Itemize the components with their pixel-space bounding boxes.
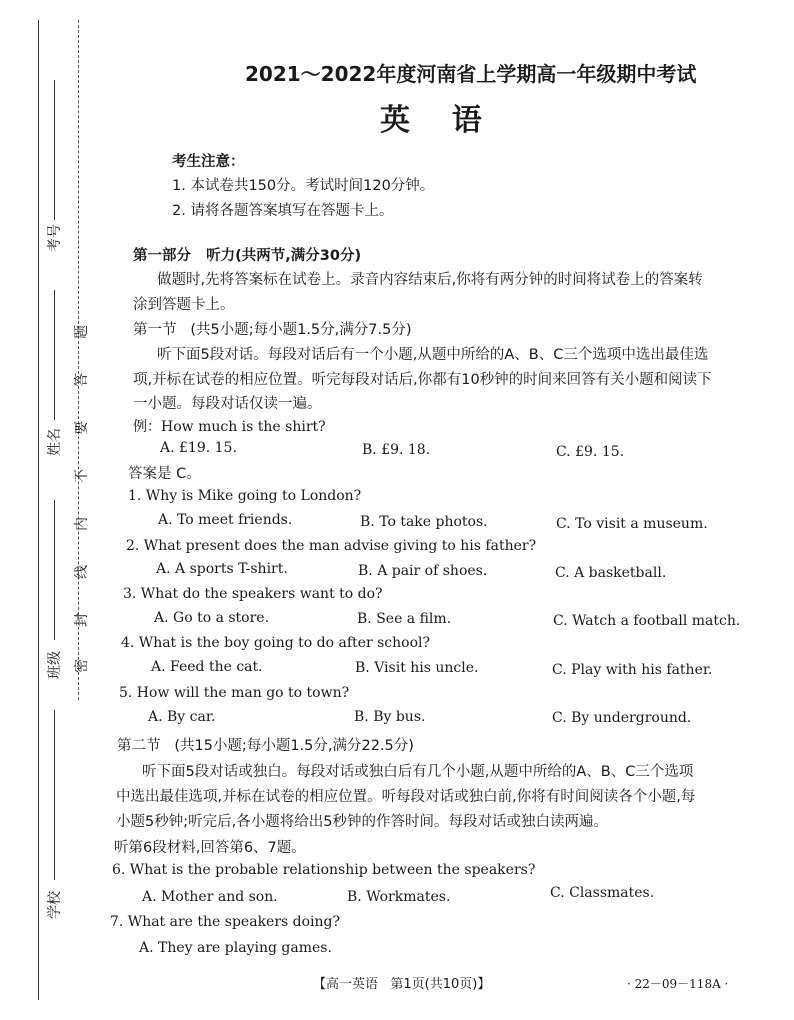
question-7-option-a: A. They are playing games. — [139, 940, 332, 956]
question-6-option-c: C. Classmates. — [550, 885, 655, 901]
question-5-option-a: A. By car. — [148, 709, 216, 725]
section1-title: 第一节 (共5小题;每小题1.5分,满分7.5分) — [133, 322, 412, 338]
seal-char-3: 要 — [74, 421, 90, 435]
example-question: 例：How much is the shirt? — [133, 419, 326, 435]
seal-char-2: 答 — [74, 373, 90, 387]
part1-intro-line2: 涂到答题卡上。 — [133, 297, 235, 313]
question-2-option-a: A. A sports T-shirt. — [156, 561, 288, 577]
question-1-option-c: C. To visit a museum. — [556, 516, 708, 532]
question-3-option-a: A. Go to a store. — [154, 610, 270, 626]
section2-title: 第二节 (共15小题;每小题1.5分,满分22.5分) — [117, 738, 414, 754]
notice-item-1: 1. 本试卷共150分。考试时间120分钟。 — [172, 178, 435, 194]
question-2-option-b: B. A pair of shoes. — [358, 563, 488, 579]
class-field[interactable] — [54, 500, 55, 640]
example-option-c: C. £9. 15. — [556, 444, 625, 460]
question-6: 6. What is the probable relationship between the speakers? — [112, 862, 536, 878]
section1-intro-line2: 项,并标在试卷的相应位置。听完每段对话后,你都有10秒钟的时间来回答有关小题和阅读下 — [133, 372, 712, 388]
question-2: 2. What present does the man advise giving to his father? — [126, 538, 537, 554]
paper-code: · 22－09－118A · — [627, 977, 729, 991]
question-2-option-c: C. A basketball. — [555, 565, 667, 581]
school-field[interactable] — [54, 710, 55, 880]
exam-title: 2021～2022年度河南省上学期高一年级期中考试 — [245, 62, 697, 86]
question-6-option-b: B. Workmates. — [347, 889, 451, 905]
question-4-option-a: A. Feed the cat. — [151, 659, 263, 675]
question-1-option-b: B. To take photos. — [360, 514, 488, 530]
school-label: 学校 — [47, 891, 63, 919]
name-field[interactable] — [54, 290, 55, 420]
notice-heading: 考生注意： — [172, 154, 245, 170]
section1-intro-line1: 听下面5段对话。每段对话后有一个小题,从题中所给的A、B、C三个选项中选出最佳选 — [157, 347, 709, 363]
page-footer: 【高一英语 第1页(共10页)】 — [313, 977, 491, 992]
seal-line — [78, 20, 79, 700]
seal-char-1: 题 — [74, 325, 90, 339]
question-5: 5. How will the man go to town? — [119, 685, 350, 701]
question-5-option-c: C. By underground. — [552, 710, 692, 726]
binding-line — [38, 20, 39, 1000]
seal-char-8: 密 — [74, 659, 90, 673]
question-6-option-a: A. Mother and son. — [142, 889, 278, 905]
question-4-option-c: C. Play with his father. — [552, 662, 713, 678]
section2-intro-line3: 小题5秒钟;听完后,各小题将给出5秒钟的作答时间。每段对话或独白读两遍。 — [116, 814, 608, 830]
seal-char-7: 封 — [74, 613, 90, 627]
question-4-option-b: B. Visit his uncle. — [355, 660, 479, 676]
seal-char-6: 线 — [74, 565, 90, 579]
subject-title: 英 语 — [380, 103, 482, 138]
notice-item-2: 2. 请将各题答案填写在答题卡上。 — [172, 203, 394, 219]
seal-char-4: 不 — [74, 469, 90, 483]
question-1-option-a: A. To meet friends. — [158, 512, 293, 528]
exam-no-field[interactable] — [54, 80, 55, 220]
question-1: 1. Why is Mike going to London? — [128, 488, 362, 504]
example-option-b: B. £9. 18. — [362, 442, 431, 458]
part1-title: 第一部分 听力(共两节,满分30分) — [133, 248, 362, 264]
section1-intro-line3: 一小题。每段对话仅读一遍。 — [133, 396, 322, 412]
question-4: 4. What is the boy going to do after school? — [121, 635, 430, 651]
section2-intro-line2: 中选出最佳选项,并标在试卷的相应位置。听每段对话或独白前,你将有时间阅读各个小题,每 — [116, 789, 696, 805]
example-answer: 答案是 C。 — [128, 466, 201, 482]
question-7: 7. What are the speakers doing? — [110, 914, 341, 930]
exam-no-label: 考号 — [47, 224, 63, 252]
material-6-note: 听第6段材料,回答第6、7题。 — [114, 840, 306, 856]
name-label: 姓名 — [47, 428, 63, 456]
question-5-option-b: B. By bus. — [354, 709, 426, 725]
question-3-option-c: C. Watch a football match. — [553, 613, 741, 629]
section2-intro-line1: 听下面5段对话或独白。每段对话或独白后有几个小题,从题中所给的A、B、C三个选项 — [142, 764, 694, 780]
question-3: 3. What do the speakers want to do? — [123, 586, 383, 602]
example-option-a: A. £19. 15. — [160, 440, 237, 456]
part1-intro-line1: 做题时,先将答案标在试卷上。录音内容结束后,你将有两分钟的时间将试卷上的答案转 — [157, 272, 703, 288]
class-label: 班级 — [47, 651, 63, 679]
seal-char-5: 内 — [74, 517, 90, 531]
question-3-option-b: B. See a film. — [357, 611, 452, 627]
